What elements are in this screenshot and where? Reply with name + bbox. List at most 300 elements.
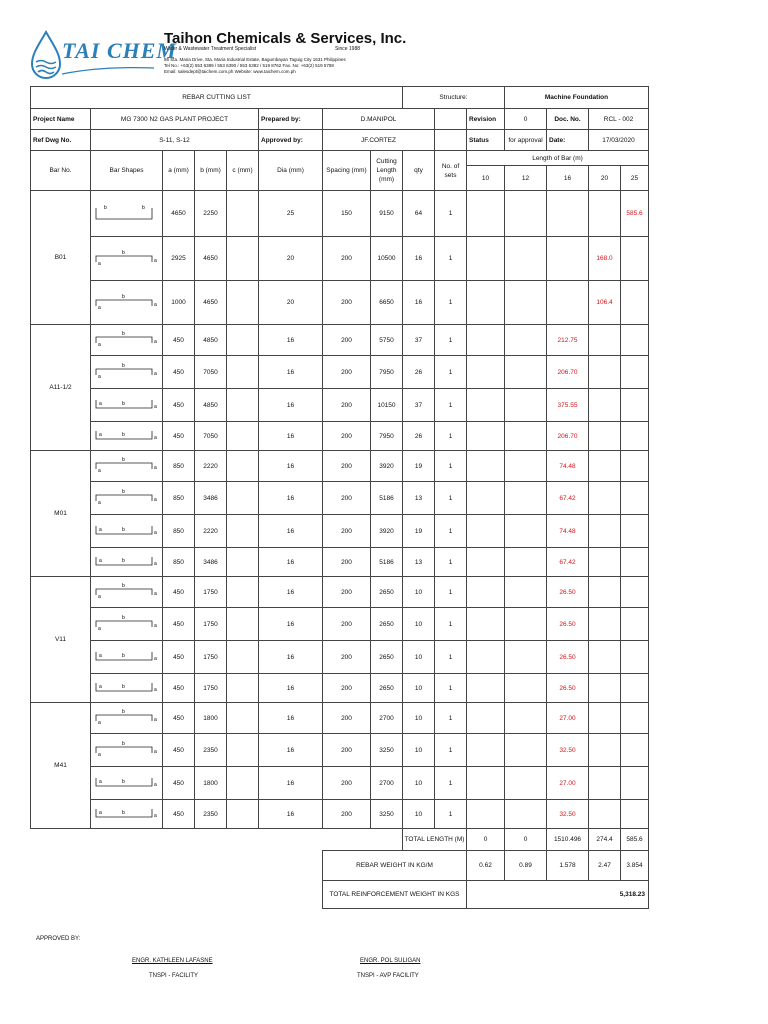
bar-shape (91, 451, 163, 482)
cell-spacing: 200 (323, 608, 371, 641)
svg-text:a: a (153, 465, 157, 471)
bar-shape (91, 191, 163, 237)
company-address: 86 Sta. Maria Drive, Sta. Maria Industrial Estate, Bagumbayan Taguig City 1631 Philippines Tel No.: +63(2) 553 6389 / 553 6390 / 553 6382 / 519 8762 Fax. No: +63(2) 519 5788 Email: salesdept@taichem.com.ph Website: www.taichem.com.ph (164, 57, 346, 74)
signatory-2-title: TNSPI - AVP FACILITY (357, 973, 419, 979)
col-b: b (mm) (195, 151, 227, 191)
svg-text:a: a (98, 558, 102, 564)
cell-b: 1750 (195, 577, 227, 608)
cell-b: 1800 (195, 703, 227, 734)
cell-a: 450 (163, 608, 195, 641)
cell-c (227, 641, 259, 674)
cell-qty: 10 (403, 734, 435, 767)
cell-sets: 1 (435, 734, 467, 767)
cell-spacing: 200 (323, 703, 371, 734)
bar-shape-icon (92, 361, 162, 383)
cell-spacing: 200 (323, 674, 371, 703)
cell-spacing: 200 (323, 356, 371, 389)
bar-length-value: 74.48 (547, 515, 589, 548)
svg-text:b: b (121, 558, 125, 564)
cell-cut: 3920 (371, 515, 403, 548)
bar-length-empty (547, 281, 589, 325)
cell-qty: 16 (403, 237, 435, 281)
cell-b: 2350 (195, 734, 227, 767)
bar-shape (91, 548, 163, 577)
cell-dia: 25 (259, 191, 323, 237)
bar-length-empty (589, 356, 621, 389)
rebar-weight-row (31, 851, 649, 881)
table-row (31, 800, 649, 829)
svg-text:a: a (153, 497, 157, 503)
cell-c (227, 281, 259, 325)
bar-length-value: 26.50 (547, 608, 589, 641)
cell-c (227, 325, 259, 356)
bar-length-empty (621, 451, 649, 482)
col-length-16: 16 (547, 166, 589, 191)
cell-a: 450 (163, 422, 195, 451)
cell-dia: 16 (259, 734, 323, 767)
svg-text:b: b (121, 401, 125, 407)
bar-length-empty (467, 237, 505, 281)
cell-a: 450 (163, 577, 195, 608)
rebar-weight-label: REBAR WEIGHT IN KG/M (323, 851, 467, 881)
cell-a: 450 (163, 325, 195, 356)
svg-text:a: a (98, 779, 102, 785)
cell-sets: 1 (435, 641, 467, 674)
bar-length-empty (505, 389, 547, 422)
cell-c (227, 515, 259, 548)
svg-text:a: a (153, 623, 157, 629)
bar-length-empty (467, 641, 505, 674)
bar-length-empty (467, 325, 505, 356)
bar-length-empty (467, 281, 505, 325)
cell-c (227, 767, 259, 800)
svg-text:a: a (97, 626, 101, 632)
cell-a: 450 (163, 356, 195, 389)
svg-text:b: b (103, 204, 107, 211)
cell-dia: 16 (259, 356, 323, 389)
bar-no: V11 (31, 577, 91, 703)
total-reinforcement-label: TOTAL REINFORCEMENT WEIGHT IN KGS (323, 881, 467, 909)
bar-length-empty (589, 325, 621, 356)
svg-text:b: b (121, 684, 125, 690)
cell-cut: 2650 (371, 674, 403, 703)
bar-length-value: 26.50 (547, 577, 589, 608)
svg-text:b: b (121, 527, 125, 533)
total-length-value: 1510.496 (547, 829, 589, 851)
bar-shape (91, 577, 163, 608)
bar-length-empty (505, 325, 547, 356)
bar-length-empty (505, 608, 547, 641)
bar-length-empty (467, 482, 505, 515)
col-length-25: 25 (621, 166, 649, 191)
bar-shape (91, 608, 163, 641)
cell-sets: 1 (435, 325, 467, 356)
bar-length-empty (589, 800, 621, 829)
table-row (31, 237, 649, 281)
col-length-20: 20 (589, 166, 621, 191)
approved-by-label: APPROVED BY: (36, 936, 81, 942)
bar-length-empty (505, 281, 547, 325)
bar-length-empty (621, 237, 649, 281)
cell-spacing: 200 (323, 641, 371, 674)
table-row (31, 356, 649, 389)
total-length-value: 274.4 (589, 829, 621, 851)
cell-cut: 2650 (371, 577, 403, 608)
bar-length-empty (621, 356, 649, 389)
bar-length-empty (589, 767, 621, 800)
col-bar-shapes: Bar Shapes (91, 151, 163, 191)
svg-text:a: a (153, 717, 157, 723)
bar-length-empty (505, 237, 547, 281)
cell-cut: 2700 (371, 703, 403, 734)
table-row (31, 281, 649, 325)
bar-shape-icon (92, 203, 162, 225)
bar-length-empty (589, 674, 621, 703)
table-row (31, 703, 649, 734)
svg-text:a: a (98, 810, 102, 816)
bar-length-empty (467, 548, 505, 577)
rebar-weight-value: 0.89 (505, 851, 547, 881)
bar-length-empty (505, 422, 547, 451)
bar-length-value: 206.70 (547, 422, 589, 451)
cell-cut: 10150 (371, 389, 403, 422)
revision-value: 0 (505, 109, 547, 130)
bar-length-empty (589, 703, 621, 734)
cell-c (227, 703, 259, 734)
bar-shape-icon (92, 803, 162, 825)
bar-shape (91, 389, 163, 422)
cell-b: 2220 (195, 515, 227, 548)
svg-text:a: a (153, 656, 157, 662)
cell-spacing: 200 (323, 800, 371, 829)
table-row (31, 191, 649, 237)
cell-sets: 1 (435, 548, 467, 577)
bar-length-empty (589, 641, 621, 674)
bar-length-empty (621, 325, 649, 356)
cell-c (227, 577, 259, 608)
cell-b: 2250 (195, 191, 227, 237)
svg-text:a: a (97, 720, 101, 726)
bar-length-empty (621, 674, 649, 703)
svg-text:a: a (153, 687, 157, 693)
svg-text:a: a (98, 527, 102, 533)
svg-text:a: a (97, 500, 101, 506)
cell-spacing: 200 (323, 577, 371, 608)
bar-length-empty (621, 734, 649, 767)
cell-qty: 10 (403, 577, 435, 608)
cell-c (227, 482, 259, 515)
cell-spacing: 200 (323, 767, 371, 800)
cell-dia: 16 (259, 422, 323, 451)
total-length-value: 0 (467, 829, 505, 851)
cell-b: 4850 (195, 325, 227, 356)
bar-length-empty (621, 515, 649, 548)
company-name: Taihon Chemicals & Services, Inc. (164, 30, 407, 47)
bar-length-value: 26.50 (547, 641, 589, 674)
table-row (31, 389, 649, 422)
cell-dia: 16 (259, 451, 323, 482)
cell-qty: 37 (403, 389, 435, 422)
bar-length-value: 27.00 (547, 703, 589, 734)
svg-text:b: b (121, 293, 125, 300)
svg-text:a: a (97, 260, 101, 267)
cell-sets: 1 (435, 356, 467, 389)
cell-a: 850 (163, 482, 195, 515)
cell-dia: 16 (259, 767, 323, 800)
bar-length-empty (467, 577, 505, 608)
bar-length-value: 168.0 (589, 237, 621, 281)
svg-text:b: b (121, 709, 125, 715)
col-dia: Dia (mm) (259, 151, 323, 191)
table-row (31, 767, 649, 800)
cell-sets: 1 (435, 451, 467, 482)
bar-length-empty (621, 800, 649, 829)
cell-b: 1750 (195, 641, 227, 674)
docno-label: Doc. No. (547, 109, 589, 130)
cell-spacing: 200 (323, 734, 371, 767)
svg-text:a: a (97, 468, 101, 474)
cell-dia: 16 (259, 548, 323, 577)
bar-length-value: 32.50 (547, 734, 589, 767)
bar-length-empty (467, 389, 505, 422)
svg-text:a: a (153, 561, 157, 567)
cell-a: 850 (163, 548, 195, 577)
cell-qty: 26 (403, 356, 435, 389)
prepared-label: Prepared by: (259, 109, 323, 130)
col-qty: qty (403, 151, 435, 191)
cell-cut: 7950 (371, 422, 403, 451)
bar-length-empty (467, 451, 505, 482)
cell-c (227, 356, 259, 389)
status-value: for approval (505, 130, 547, 151)
bar-length-empty (589, 548, 621, 577)
cell-a: 1000 (163, 281, 195, 325)
cell-c (227, 548, 259, 577)
table-row (31, 548, 649, 577)
cell-sets: 1 (435, 703, 467, 734)
cell-spacing: 200 (323, 281, 371, 325)
cell-cut: 5750 (371, 325, 403, 356)
cell-qty: 19 (403, 451, 435, 482)
bar-length-empty (505, 767, 547, 800)
cell-spacing: 200 (323, 325, 371, 356)
cell-sets: 1 (435, 515, 467, 548)
cell-cut: 2700 (371, 767, 403, 800)
bar-length-empty (505, 577, 547, 608)
svg-text:a: a (153, 257, 157, 264)
cell-qty: 10 (403, 674, 435, 703)
cell-b: 7050 (195, 422, 227, 451)
bar-length-empty (589, 608, 621, 641)
cell-spacing: 200 (323, 422, 371, 451)
cell-cut: 5186 (371, 548, 403, 577)
bar-shape-icon (92, 394, 162, 416)
bar-length-empty (505, 356, 547, 389)
bar-length-value: 585.6 (621, 191, 649, 237)
cell-c (227, 237, 259, 281)
date-value: 17/03/2020 (589, 130, 649, 151)
company-since: Since 1988 (335, 46, 361, 52)
cell-dia: 16 (259, 703, 323, 734)
cell-dia: 16 (259, 389, 323, 422)
cell-b: 1750 (195, 608, 227, 641)
bar-length-empty (505, 641, 547, 674)
total-reinforcement-value: 5,318.23 (467, 881, 649, 909)
col-length-of-bar: Length of Bar (m) (467, 151, 649, 166)
svg-text:a: a (98, 401, 102, 407)
cell-cut: 3250 (371, 800, 403, 829)
bar-length-empty (621, 389, 649, 422)
bar-length-empty (505, 191, 547, 237)
cell-b: 3486 (195, 548, 227, 577)
svg-text:a: a (98, 684, 102, 690)
refdwg-value: S-11, S-12 (91, 130, 259, 151)
cell-c (227, 451, 259, 482)
bar-length-empty (621, 703, 649, 734)
cell-spacing: 200 (323, 482, 371, 515)
bar-length-empty (505, 548, 547, 577)
table-row (31, 451, 649, 482)
bar-shape-icon (92, 487, 162, 509)
svg-text:a: a (153, 749, 157, 755)
bar-shape (91, 703, 163, 734)
rebar-weight-value: 2.47 (589, 851, 621, 881)
cell-sets: 1 (435, 422, 467, 451)
table-row (31, 325, 649, 356)
cell-cut: 3920 (371, 451, 403, 482)
cell-cut: 9150 (371, 191, 403, 237)
bar-length-value: 106.4 (589, 281, 621, 325)
bar-length-empty (621, 548, 649, 577)
structure-value: Machine Foundation (505, 87, 649, 109)
bar-shape (91, 515, 163, 548)
bar-length-empty (621, 577, 649, 608)
col-cutting-length: Cutting Length (mm) (371, 151, 403, 191)
total-length-value: 0 (505, 829, 547, 851)
svg-text:a: a (97, 342, 101, 348)
svg-text:a: a (153, 591, 157, 597)
cell-dia: 16 (259, 482, 323, 515)
bar-shape-icon (92, 425, 162, 447)
cell-qty: 64 (403, 191, 435, 237)
svg-text:b: b (121, 457, 125, 463)
cell-qty: 16 (403, 281, 435, 325)
table-row (31, 641, 649, 674)
cell-cut: 5186 (371, 482, 403, 515)
svg-text:a: a (153, 782, 157, 788)
project-label: Project Name (31, 109, 91, 130)
cell-a: 450 (163, 389, 195, 422)
bar-length-empty (621, 608, 649, 641)
cell-sets: 1 (435, 191, 467, 237)
bar-length-empty (467, 800, 505, 829)
bar-length-empty (589, 451, 621, 482)
svg-text:b: b (121, 741, 125, 747)
structure-label: Structure: (403, 87, 505, 109)
cell-b: 3486 (195, 482, 227, 515)
bar-length-value: 206.70 (547, 356, 589, 389)
svg-text:b: b (121, 432, 125, 438)
cell-sets: 1 (435, 281, 467, 325)
cell-a: 450 (163, 734, 195, 767)
cell-dia: 20 (259, 281, 323, 325)
bar-length-empty (467, 674, 505, 703)
project-value: MG 7300 N2 GAS PLANT PROJECT (91, 109, 259, 130)
bar-length-value: 212.75 (547, 325, 589, 356)
svg-text:a: a (97, 752, 101, 758)
bar-shape-icon (92, 581, 162, 603)
approved-label: Approved by: (259, 130, 323, 151)
bar-length-empty (547, 237, 589, 281)
cell-b: 2220 (195, 451, 227, 482)
bar-shape (91, 356, 163, 389)
cell-dia: 16 (259, 325, 323, 356)
cell-cut: 2650 (371, 608, 403, 641)
cell-sets: 1 (435, 482, 467, 515)
bar-length-empty (589, 482, 621, 515)
bar-shape-icon (92, 646, 162, 668)
bar-length-empty (621, 422, 649, 451)
bar-length-empty (467, 734, 505, 767)
cell-b: 4850 (195, 389, 227, 422)
bar-shape-icon (92, 292, 162, 314)
cell-qty: 10 (403, 703, 435, 734)
cell-spacing: 200 (323, 389, 371, 422)
cell-spacing: 150 (323, 191, 371, 237)
svg-text:b: b (121, 810, 125, 816)
cell-cut: 7950 (371, 356, 403, 389)
cell-dia: 20 (259, 237, 323, 281)
svg-text:a: a (97, 374, 101, 380)
bar-no: M01 (31, 451, 91, 577)
svg-text:a: a (153, 530, 157, 536)
cell-c (227, 389, 259, 422)
cell-spacing: 200 (323, 237, 371, 281)
cell-qty: 10 (403, 608, 435, 641)
svg-text:b: b (121, 653, 125, 659)
bar-length-empty (621, 281, 649, 325)
date-label: Date: (547, 130, 589, 151)
cell-a: 2925 (163, 237, 195, 281)
table-row (31, 608, 649, 641)
signatory-1-name: ENGR. KATHLEEN LAFASNE (132, 958, 213, 964)
cell-a: 850 (163, 451, 195, 482)
cell-a: 4650 (163, 191, 195, 237)
svg-text:b: b (121, 249, 125, 256)
cell-a: 450 (163, 703, 195, 734)
svg-text:a: a (97, 304, 101, 311)
bar-no: B01 (31, 191, 91, 325)
bar-length-empty (467, 515, 505, 548)
cell-a: 450 (163, 767, 195, 800)
cell-sets: 1 (435, 800, 467, 829)
col-length-10: 10 (467, 166, 505, 191)
cell-sets: 1 (435, 608, 467, 641)
logo-text: TAI CHEM (62, 38, 177, 63)
bar-shape (91, 767, 163, 800)
cell-c (227, 800, 259, 829)
bar-length-empty (547, 191, 589, 237)
bar-shape (91, 422, 163, 451)
cell-qty: 37 (403, 325, 435, 356)
bar-length-value: 67.42 (547, 482, 589, 515)
cell-c (227, 674, 259, 703)
table-row (31, 482, 649, 515)
cell-qty: 19 (403, 515, 435, 548)
approved-value: JF.CORTEZ (323, 130, 435, 151)
svg-text:b: b (121, 779, 125, 785)
svg-text:a: a (153, 371, 157, 377)
